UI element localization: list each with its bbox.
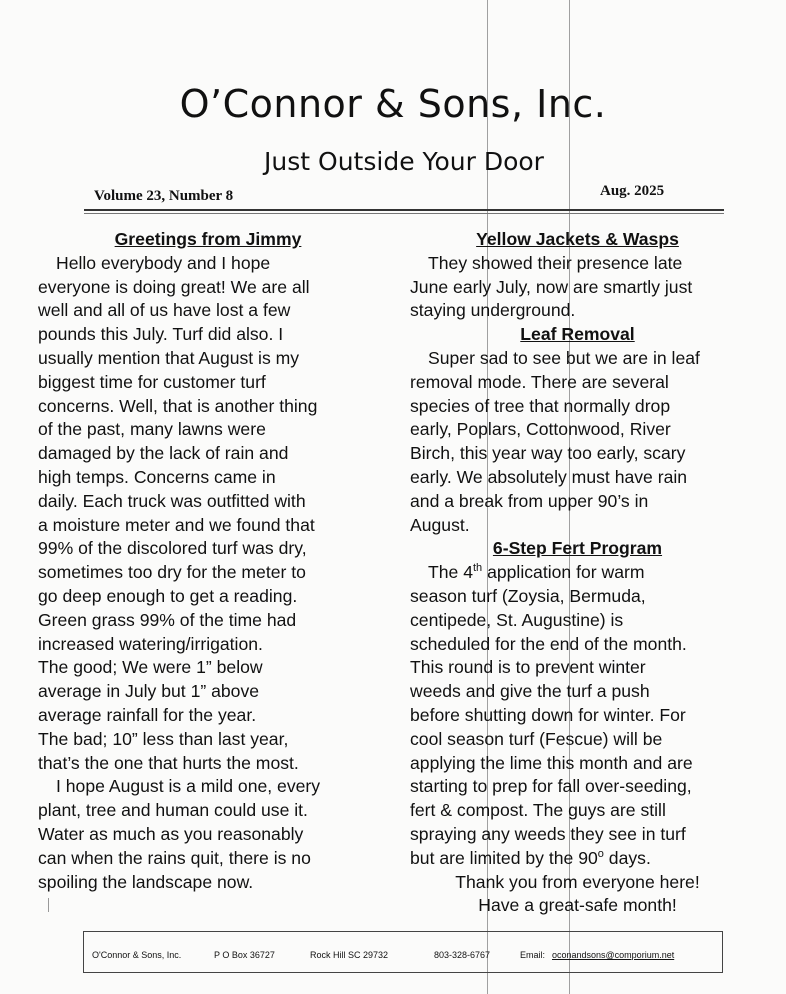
fert-program-heading: 6-Step Fert Program (492, 538, 663, 559)
fert-program-line: scheduled for the end of the month. (410, 633, 687, 654)
greetings-line: plant, tree and human could use it. (38, 800, 308, 821)
greetings-line: can when the rains quit, there is no (38, 847, 311, 868)
greetings-body (38, 252, 378, 895)
footer-city: Rock Hill SC 29732 (310, 950, 389, 960)
greetings-line: Green grass 99% of the time had (38, 609, 297, 630)
fert-program-line: season turf (Zoysia, Bermuda, (410, 585, 646, 606)
footer-email-link[interactable]: oconandsons@comporium.net (552, 950, 675, 960)
greetings-line: I hope August is a mild one, every (56, 776, 321, 797)
newsletter-title: O’Connor & Sons, Inc. (179, 82, 607, 126)
leaf-removal-line: early, Poplars, Cottonwood, River (410, 419, 671, 440)
wasps-line: They showed their presence late (428, 252, 683, 273)
leaf-removal-line: Super sad to see but we are in leaf (428, 347, 700, 368)
greetings-heading: Greetings from Jimmy (114, 229, 302, 249)
footer-po-box: P O Box 36727 (214, 950, 275, 960)
leaf-removal-line: early. We absolutely must have rain (410, 466, 688, 487)
footer-box (83, 931, 723, 973)
closing-line: Have a great-safe month! (478, 895, 677, 916)
wasps-line: June early July, now are smartly just (410, 276, 693, 297)
fert-program-body (410, 585, 745, 847)
leaf-removal-line: species of tree that normally drop (410, 395, 671, 416)
greetings-line: go deep enough to get a reading. (38, 585, 298, 606)
leaf-removal-heading: Leaf Removal (520, 324, 635, 345)
greetings-line: a moisture meter and we found that (38, 514, 315, 535)
greetings-line: Hello everybody and I hope (56, 252, 271, 273)
newsletter-subtitle: Just Outside Your Door (264, 147, 544, 176)
greetings-line: average rainfall for the year. (38, 704, 257, 725)
greetings-line: The bad; 10” less than last year, (38, 728, 289, 749)
fert-program-line: fert & compost. The guys are still (410, 800, 666, 821)
greetings-line: concerns. Well, that is another thing (38, 395, 318, 416)
footer-phone: 803-328-6767 (434, 950, 491, 960)
right-column (410, 228, 745, 918)
footer-email-label: Email: (520, 950, 546, 960)
wasps-line: staying underground. (410, 300, 576, 321)
volume-number: Volume 23, Number 8 (94, 188, 234, 204)
greetings-line: average in July but 1” above (38, 681, 260, 702)
header-rule (84, 209, 724, 211)
greetings-line: of the past, many lawns were (38, 419, 266, 440)
greetings-line: that’s the one that hurts the most. (38, 752, 299, 773)
fert-program-line: cool season turf (Fescue) will be (410, 728, 663, 749)
greetings-line: The good; We were 1” below (38, 657, 263, 678)
left-column (38, 228, 378, 894)
greetings-line: biggest time for customer turf (38, 371, 266, 392)
fert-program-line: This round is to prevent winter (410, 657, 646, 678)
closing-line: Thank you from everyone here! (455, 871, 700, 892)
wasps-body (410, 252, 745, 323)
greetings-line: damaged by the lack of rain and (38, 443, 289, 464)
fert-program-line: spraying any weeds they see in turf (410, 823, 686, 844)
leaf-removal-line: and a break from upper 90’s in (410, 490, 649, 511)
greetings-line: daily. Each truck was outfitted with (38, 490, 306, 511)
leaf-removal-line: August. (410, 514, 470, 535)
fert-program-line: before shutting down for winter. For (410, 704, 686, 725)
greetings-line: Water as much as you reasonably (38, 823, 304, 844)
greetings-line: everyone is doing great! We are all (38, 276, 310, 297)
leaf-removal-line: Birch, this year way too early, scary (410, 443, 686, 464)
fert-program-line: applying the lime this month and are (410, 752, 693, 773)
greetings-line: increased watering/irrigation. (38, 633, 263, 654)
fert-program-line: centipede, St. Augustine) is (410, 609, 624, 630)
closing-message (410, 871, 745, 919)
greetings-line: spoiling the landscape now. (38, 871, 254, 892)
greetings-line: high temps. Concerns came in (38, 466, 276, 487)
header-rule-thin (84, 213, 724, 214)
fert-program-line: starting to prep for fall over-seeding, (410, 776, 692, 797)
margin-mark (48, 898, 49, 912)
fert-first-line: The 4th application for warm (428, 562, 645, 583)
greetings-line: 99% of the discolored turf was dry, (38, 538, 307, 559)
greetings-line: sometimes too dry for the meter to (38, 562, 306, 583)
fert-program-line: weeds and give the turf a push (410, 681, 650, 702)
greetings-line: usually mention that August is my (38, 347, 300, 368)
issue-date: Aug. 2025 (600, 183, 665, 199)
greetings-line: well and all of us have lost a few (38, 300, 291, 321)
fert-last-line: but are limited by the 90$^o$ days. (410, 847, 651, 868)
footer-company: O'Connor & Sons, Inc. (92, 950, 182, 960)
wasps-heading: Yellow Jackets & Wasps (476, 229, 679, 249)
leaf-removal-line: removal mode. There are several (410, 371, 669, 392)
greetings-line: pounds this July. Turf did also. I (38, 324, 284, 345)
leaf-removal-body (410, 347, 745, 537)
